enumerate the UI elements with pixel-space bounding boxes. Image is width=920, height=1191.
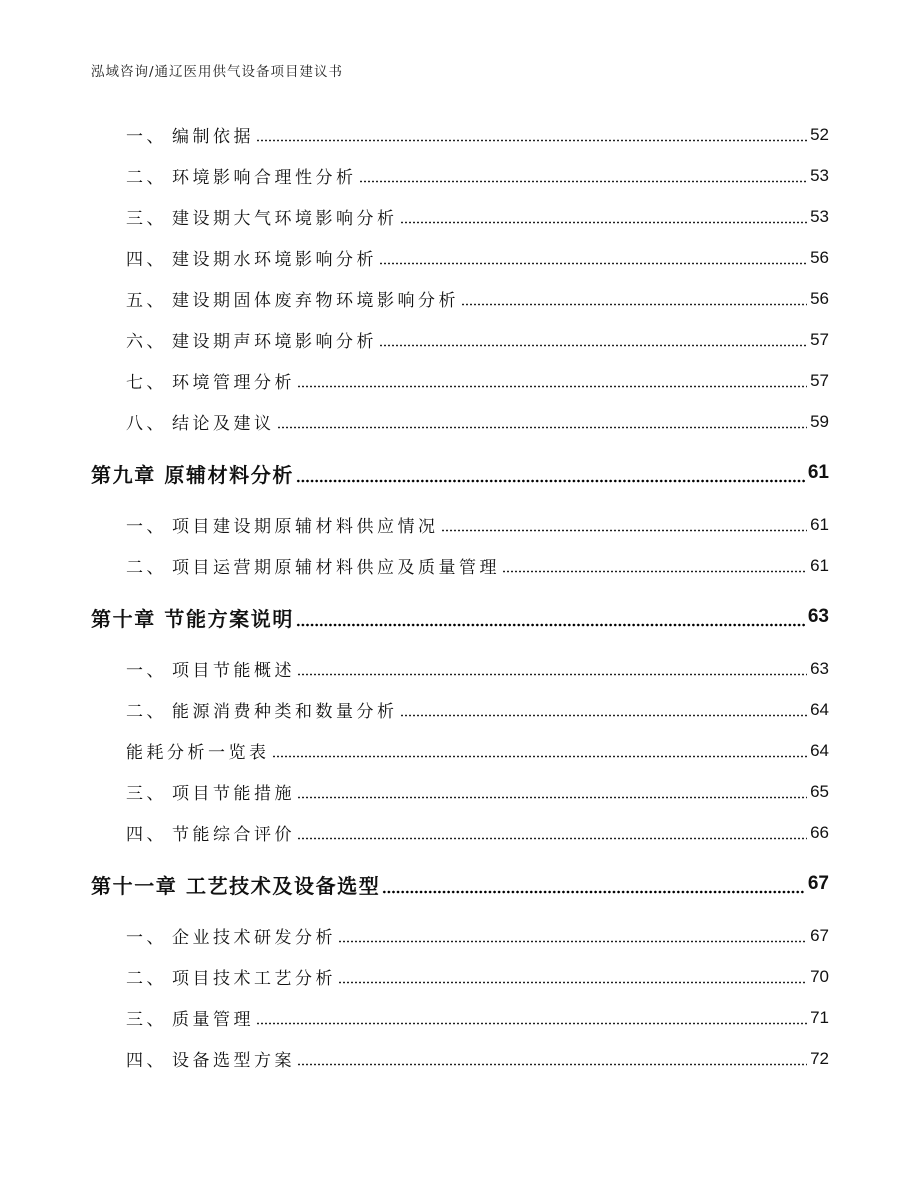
toc-entry-page: 52	[810, 124, 829, 144]
toc-entry-title: 企业技术研发分析	[172, 928, 336, 948]
toc-entry-title: 项目节能概述	[172, 661, 295, 681]
toc-entry-number: 三、	[126, 784, 167, 804]
toc-entry-title: 设备选型方案	[172, 1051, 295, 1071]
toc-entry	[91, 504, 829, 545]
toc-entry-number: 七、	[126, 373, 167, 393]
toc-entry-page: 59	[810, 411, 829, 431]
toc-entry-title: 项目运营期原辅材料供应及质量管理	[172, 558, 500, 578]
toc-chapter-page: 67	[807, 873, 829, 894]
toc-entry-page: 67	[810, 925, 829, 945]
toc-entry-page: 66	[810, 822, 829, 842]
toc-entry-page: 57	[810, 370, 829, 390]
toc-entry	[91, 237, 829, 278]
toc-entry-number: 二、	[126, 558, 167, 578]
toc-entry	[91, 155, 829, 196]
dot-leader	[297, 837, 807, 840]
toc-entry-page: 63	[810, 658, 829, 678]
toc-entry-title: 节能综合评价	[172, 825, 295, 845]
toc-entry-title: 环境影响合理性分析	[172, 168, 357, 188]
toc-entry-number: 四、	[126, 825, 167, 845]
toc-chapter-page: 63	[807, 606, 829, 627]
toc-entry-number: 四、	[126, 1051, 167, 1071]
dot-leader	[502, 570, 807, 573]
toc-entry	[91, 689, 829, 730]
toc-entry-title: 建设期声环境影响分析	[172, 332, 377, 352]
dot-leader	[338, 981, 807, 984]
toc-entry	[91, 401, 829, 442]
toc-entry-number: 六、	[126, 332, 167, 352]
dot-leader	[461, 303, 807, 306]
toc-entry	[91, 1038, 829, 1079]
dot-leader	[277, 426, 808, 429]
toc-chapter-page: 61	[807, 462, 829, 483]
toc-entry-title: 能源消费种类和数量分析	[172, 702, 398, 722]
toc-entry-title: 能耗分析一览表	[126, 743, 270, 763]
toc-entry-number: 四、	[126, 250, 167, 270]
toc-entry-number: 一、	[126, 661, 167, 681]
toc-entry-number: 三、	[126, 209, 167, 229]
dot-leader	[338, 940, 807, 943]
running-header: 泓域咨询/通辽医用供气设备项目建议书	[91, 64, 344, 80]
toc-entry-page: 65	[810, 781, 829, 801]
toc-entry	[91, 956, 829, 997]
toc-chapter-entry	[91, 853, 829, 915]
toc-entry-title: 项目节能措施	[172, 784, 295, 804]
toc-entry	[91, 771, 829, 812]
toc-entry-title: 结论及建议	[172, 414, 275, 434]
toc-entry-number: 二、	[126, 969, 167, 989]
toc-entry-page: 64	[810, 699, 829, 719]
dot-leader	[296, 623, 805, 627]
dot-leader	[296, 479, 805, 483]
table-of-contents	[91, 114, 829, 1079]
toc-entry-page: 61	[810, 555, 829, 575]
toc-entry	[91, 278, 829, 319]
dot-leader	[297, 673, 807, 676]
toc-entry-number: 五、	[126, 291, 167, 311]
toc-chapter-title: 第十一章 工艺技术及设备选型	[91, 873, 381, 898]
toc-entry-title: 质量管理	[172, 1010, 254, 1030]
dot-leader	[379, 262, 807, 265]
toc-entry	[91, 360, 829, 401]
toc-entry-page: 61	[810, 514, 829, 534]
toc-entry-title: 建设期固体废弃物环境影响分析	[172, 291, 459, 311]
toc-entry-page: 64	[810, 740, 829, 760]
toc-chapter-title: 第九章 原辅材料分析	[91, 462, 294, 487]
dot-leader	[297, 796, 807, 799]
toc-entry-title: 建设期大气环境影响分析	[172, 209, 398, 229]
toc-entry	[91, 730, 829, 771]
toc-entry-number: 一、	[126, 127, 167, 147]
dot-leader	[272, 755, 808, 758]
toc-chapter-title: 第十章 节能方案说明	[91, 606, 294, 631]
toc-entry	[91, 812, 829, 853]
toc-entry	[91, 196, 829, 237]
dot-leader	[441, 529, 808, 532]
toc-entry-page: 56	[810, 288, 829, 308]
toc-entry	[91, 319, 829, 360]
dot-leader	[379, 344, 807, 347]
toc-entry	[91, 997, 829, 1038]
dot-leader	[359, 180, 808, 183]
toc-entry-page: 72	[810, 1048, 829, 1068]
toc-entry-page: 53	[810, 165, 829, 185]
toc-entry-page: 53	[810, 206, 829, 226]
toc-entry-page: 71	[810, 1007, 829, 1027]
dot-leader	[297, 385, 807, 388]
toc-entry-title: 环境管理分析	[172, 373, 295, 393]
toc-entry-number: 一、	[126, 928, 167, 948]
dot-leader	[400, 221, 808, 224]
toc-entry-number: 二、	[126, 168, 167, 188]
toc-entry-title: 建设期水环境影响分析	[172, 250, 377, 270]
toc-entry-title: 项目技术工艺分析	[172, 969, 336, 989]
toc-entry-number: 二、	[126, 702, 167, 722]
toc-chapter-entry	[91, 586, 829, 648]
toc-entry	[91, 648, 829, 689]
toc-entry-number: 一、	[126, 517, 167, 537]
toc-entry	[91, 545, 829, 586]
toc-entry-number: 八、	[126, 414, 167, 434]
toc-entry-page: 57	[810, 329, 829, 349]
toc-entry	[91, 114, 829, 155]
toc-entry	[91, 915, 829, 956]
dot-leader	[297, 1063, 807, 1066]
dot-leader	[256, 1022, 807, 1025]
toc-chapter-entry	[91, 442, 829, 504]
toc-entry-title: 项目建设期原辅材料供应情况	[172, 517, 439, 537]
toc-entry-title: 编制依据	[172, 127, 254, 147]
toc-entry-page: 70	[810, 966, 829, 986]
dot-leader	[400, 714, 808, 717]
dot-leader	[382, 890, 804, 894]
toc-entry-page: 56	[810, 247, 829, 267]
dot-leader	[256, 139, 807, 142]
toc-entry-number: 三、	[126, 1010, 167, 1030]
